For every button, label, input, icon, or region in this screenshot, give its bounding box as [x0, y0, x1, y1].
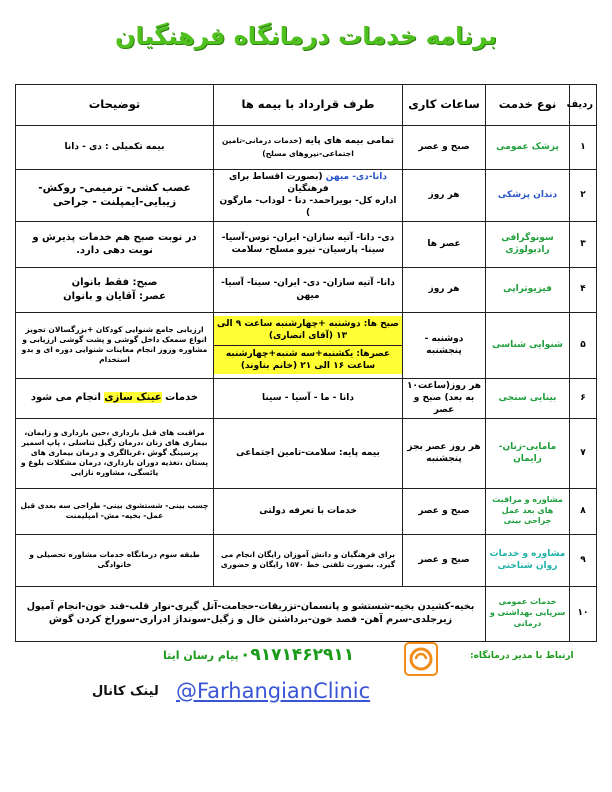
phone-number[interactable]: ۰۹۱۷۱۴۶۲۹۱۱	[240, 645, 355, 665]
row-hours: عصر ها	[403, 221, 486, 267]
row-party: دی- دانا- آتیه سازان- ایران- توس-آسیا- سینا- پارسیان- نیرو مسلح- سلامت	[214, 221, 403, 267]
services-table	[15, 84, 597, 642]
header-service: نوع خدمت	[486, 85, 570, 126]
row-num: ۳	[570, 221, 597, 267]
row-service: پزشک عمومی	[486, 126, 570, 170]
row-hours: هر روز عصر بجز پنجشنبه	[403, 418, 486, 488]
row-notes: بیمه تکمیلی : دی - دانا	[16, 126, 214, 170]
row-party: دانا- آتیه سازان- دی- ایران- سینا- آسیا- میهن	[214, 267, 403, 312]
row-services-list	[16, 586, 486, 641]
row-num: ۵	[570, 312, 597, 378]
clinic-logo-icon	[404, 642, 438, 676]
contact-label: ارتباط با مدیر درمانگاه:	[470, 651, 574, 661]
row-party: برای فرهنگیان و دانش آموزان رایگان انجام می گیرد. بصورت تلفنی خط ۱۵۷۰ رایگان و حضوری	[214, 534, 403, 586]
row-service: مامایی-زنان-زایمان	[486, 418, 570, 488]
row-hours: صبح و عصر	[403, 534, 486, 586]
row-notes	[16, 267, 214, 312]
row-notes: ارزیابی جامع شنوایی کودکان +بزرگسالان تجویز انواع سمعک داخل گوشی و پشت گوشی ارزیابی و مشاوره وزوز انجام معاینات شنوایی دوره ای و بدو استخدام	[16, 312, 214, 378]
header-hours: ساعات کاری	[403, 85, 486, 126]
row-party: خدمات با تعرفه دولتی	[214, 488, 403, 534]
row-notes	[16, 378, 214, 418]
row-service: فیزیوتراپی	[486, 267, 570, 312]
channel-handle-link[interactable]: @FarhangianClinic	[176, 679, 371, 703]
notes-pre: خدمات	[165, 392, 199, 404]
row-num: ۷	[570, 418, 597, 488]
row-notes: چسب بینی- شستشوی بینی- طراحی سه بعدی قبل عمل- بخیه- مش- امپلیمنت	[16, 488, 214, 534]
table-row	[16, 534, 597, 586]
row-hours: هر روز	[403, 170, 486, 222]
row-num: ۹	[570, 534, 597, 586]
row-num: ۲	[570, 170, 597, 222]
party-evening: عصرها: یکشنبه+سه شنبه+چهارشنبه ساعت ۱۶ الی ۲۱ (خانم بناوند)	[214, 346, 402, 374]
table-row	[16, 586, 597, 641]
party-main: تمامی بیمه های پایه	[305, 136, 395, 147]
row-service: شنوایی شناسی	[486, 312, 570, 378]
row-service: دندان پزشکی	[486, 170, 570, 222]
row-notes: طبقه سوم درمانگاه خدمات مشاوره تحصیلی و خانوادگی	[16, 534, 214, 586]
row-service: مشاوره و خدمات روان شناختی	[486, 534, 570, 586]
party-morning: صبح ها: دوشنبه +چهارشنبه ساعت ۹ الی ۱۳ (آقای انصاری)	[214, 316, 402, 345]
notes-morning: صبح: فقط بانوان	[71, 277, 158, 289]
party-line2: اداره کل- بویراحمد- دنا - لوداب- مارگون )	[219, 196, 397, 219]
row-hours: هر روز	[403, 267, 486, 312]
party-blue: دانا-دی- میهن	[325, 172, 388, 182]
row-hours: هر روز(ساعت۱۰ به بعد) صبح و عصر	[403, 378, 486, 418]
table-row	[16, 126, 597, 170]
notes-post: انجام می شود	[30, 392, 101, 404]
row-party	[214, 312, 403, 378]
row-notes: در نوبت صبح هم خدمات پذیرش و نوبت دهی دارد.	[16, 221, 214, 267]
services-line-2: زیرجلدی-سرم آهن- فصد خون-برداشتن خال و زگیل-سونداژ ادراری-سوراخ کردن گوش	[48, 613, 453, 625]
row-num: ۶	[570, 378, 597, 418]
eitaa-label: پیام رسان ایتا	[163, 649, 239, 662]
row-party	[214, 170, 403, 222]
row-num: ۸	[570, 488, 597, 534]
table-row	[16, 170, 597, 222]
services-line-1: بخیه-کشیدن بخیه-شستشو و پانسمان-تزریقات-حجامت-آتل گیری-نوار قلب-قند خون-انجام آمپول	[26, 600, 475, 612]
table-row	[16, 488, 597, 534]
notes-evening: عصر: آقایان و بانوان	[63, 290, 166, 302]
table-row	[16, 267, 597, 312]
table-row	[16, 418, 597, 488]
row-service: بینایی سنجی	[486, 378, 570, 418]
header-party: طرف قرارداد با بیمه ها	[214, 85, 403, 126]
row-party	[214, 126, 403, 170]
row-hours: دوشنبه - پنجشنبه	[403, 312, 486, 378]
row-notes: مراقبت های قبل بارداری ،حین بارداری و زایمان، بیماری های زنان ،درمان زگیل تناسلی ، پاپ اسمیر پرسینگ گوش ،غربالگری و درمان بیماری های پستان ،تغذیه دوران بارداری، درمان مشکلات بلوغ و یائسگی، مشاوره نازایی	[16, 418, 214, 488]
row-num: ۱۰	[570, 586, 597, 641]
row-num: ۴	[570, 267, 597, 312]
header-num: ردیف	[570, 85, 597, 126]
page-title: برنامه خدمات درمانگاه فرهنگیان	[114, 22, 498, 50]
channel-link-label: لینک کانال	[92, 684, 159, 699]
row-service: مشاوره و مراقبت های بعد عمل جراحی بینی	[486, 488, 570, 534]
row-party: بیمه پایه: سلامت-تامین اجتماعی	[214, 418, 403, 488]
table-row	[16, 312, 597, 378]
table-row	[16, 221, 597, 267]
row-service: سونوگرافی رادیولوژی	[486, 221, 570, 267]
notes-highlight: عینک سازی	[104, 392, 162, 404]
party-small: (خدمات درمانی-تامین اجتماعی-نیروهای مسلح)	[221, 136, 354, 158]
row-party: دانا - ما - آسیا - سینا	[214, 378, 403, 418]
row-hours: صبح و عصر	[403, 488, 486, 534]
table-header-row	[16, 85, 597, 126]
row-num: ۱	[570, 126, 597, 170]
row-notes: عصب کشی- ترمیمی- روکش- زیبایی-ایمپلنت - جراحی	[16, 170, 214, 222]
row-service: خدمات عمومی سرپایی بهداشتی و درمانی	[486, 586, 570, 641]
table-row	[16, 378, 597, 418]
header-notes: توضیحات	[16, 85, 214, 126]
party-line1: (بصورت اقساط برای فرهنگیان	[228, 172, 329, 195]
row-hours: صبح و عصر	[403, 126, 486, 170]
